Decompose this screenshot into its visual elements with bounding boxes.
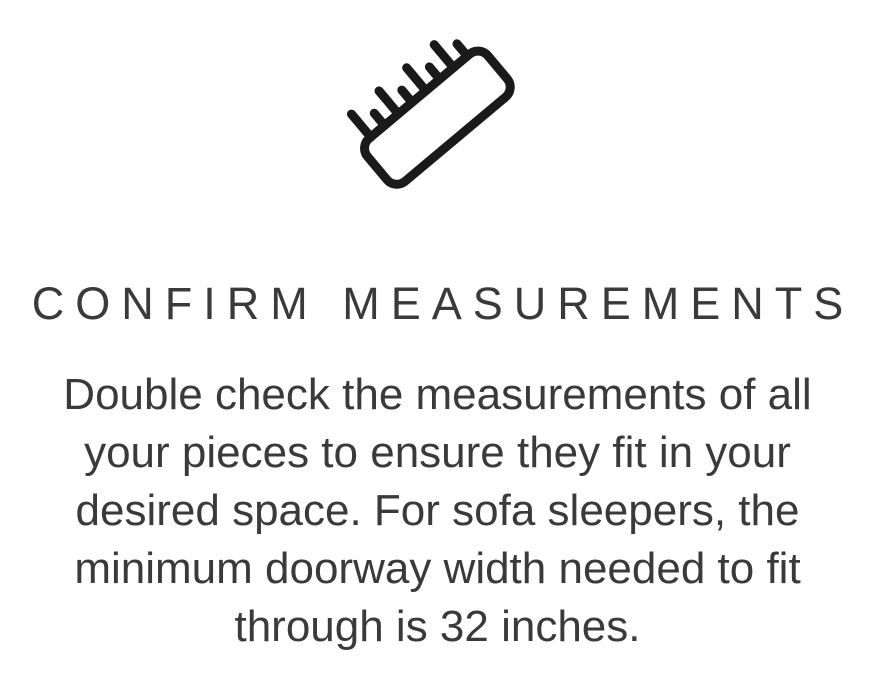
body-text [0, 366, 875, 656]
body-line: minimum doorway width needed to fit [74, 544, 801, 593]
body-line: desired space. For sofa sleepers, the [75, 486, 800, 535]
ruler-icon-svg [347, 22, 528, 203]
body-line: your pieces to ensure they fit in your [84, 428, 791, 477]
ruler-icon [347, 22, 528, 203]
section-heading: CONFIRM MEASUREMENTS [31, 278, 855, 329]
body-line: through is 32 inches. [234, 602, 641, 651]
body-line: Double check the measurements of all [63, 370, 812, 419]
